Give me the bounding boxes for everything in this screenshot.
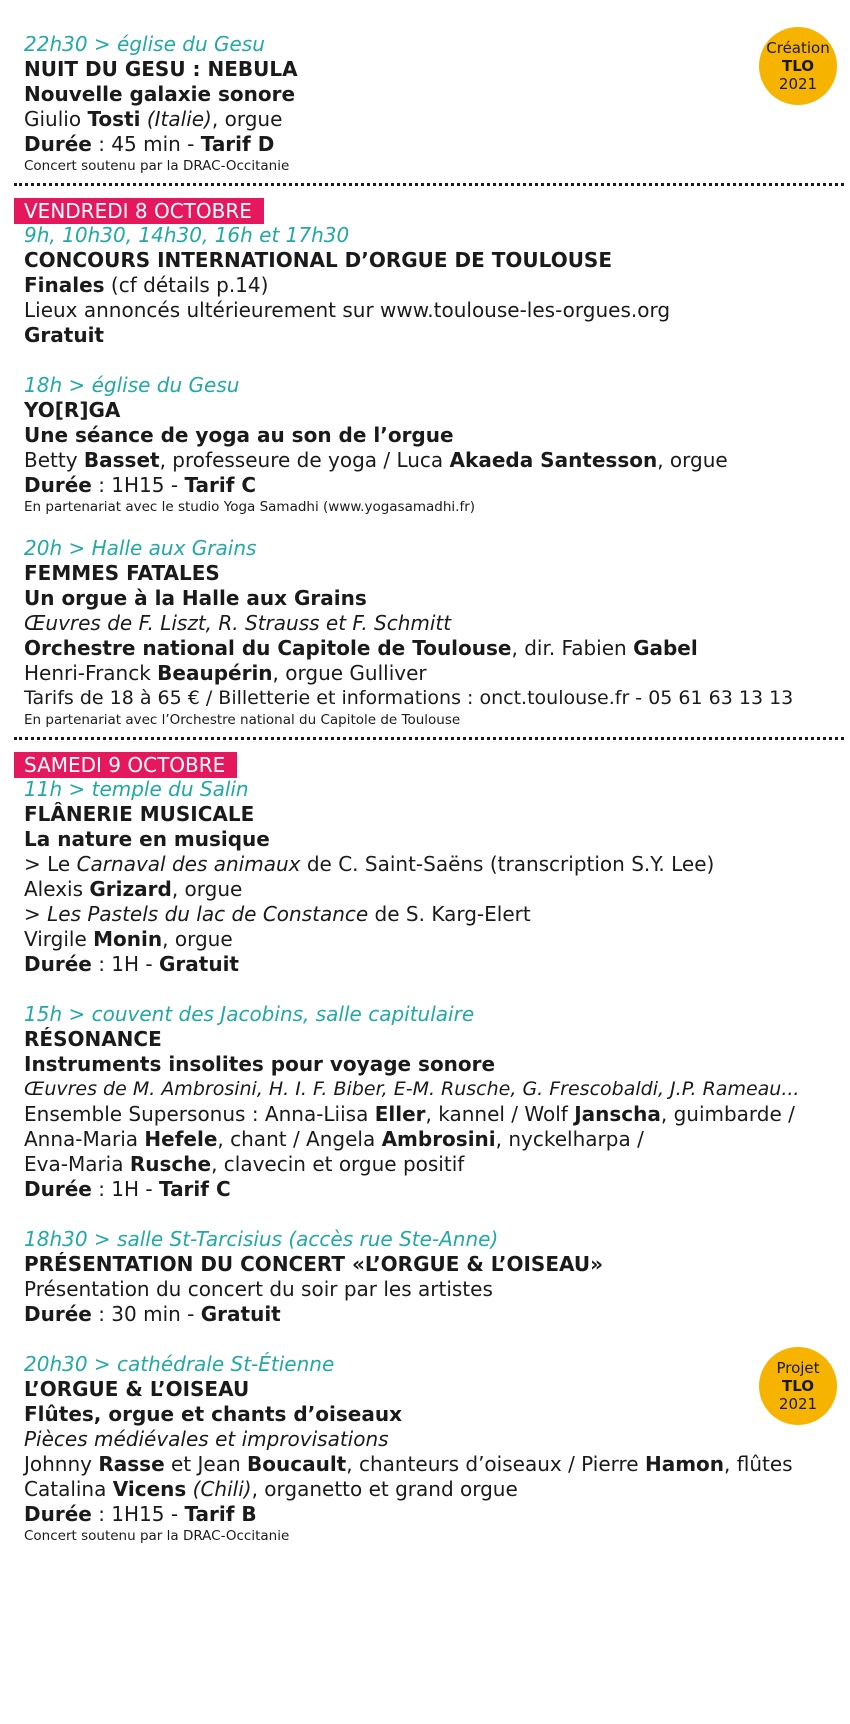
event-duration-price: Durée : 1H - Tarif C <box>24 1177 231 1201</box>
badge-line-2: TLO <box>781 1377 814 1395</box>
badge-line-1: Création <box>766 39 830 57</box>
event-title: FLÂNERIE MUSICALE <box>24 802 255 826</box>
event-duration-price: Durée : 1H15 - Tarif C <box>24 473 257 497</box>
event-performers-line-1: Johnny Rasse et Jean Boucault, chanteurs d’oiseaux / Pierre Hamon, flûtes <box>24 1452 793 1476</box>
event-subtitle: La nature en musique <box>24 827 270 851</box>
day-header-vendredi: VENDREDI 8 OCTOBRE <box>14 198 264 224</box>
event-femmes-fatales <box>24 536 834 729</box>
event-duration-price: Durée : 1H15 - Tarif B <box>24 1502 257 1526</box>
event-work-2: > Les Pastels du lac de Constance de S. Karg-Elert <box>24 902 531 926</box>
event-time-venue: 9h, 10h30, 14h30, 16h et 17h30 <box>24 223 350 247</box>
event-presentation <box>24 1227 834 1327</box>
event-subtitle: Un orgue à la Halle aux Grains <box>24 586 367 610</box>
event-time-venue: 15h > couvent des Jacobins, salle capitulaire <box>24 1002 475 1026</box>
event-tarifs: Tarifs de 18 à 65 € / Billetterie et informations : onct.toulouse.fr - 05 61 63 13 13 <box>24 687 794 709</box>
event-performers: Betty Basset, professeure de yoga / Luca Akaeda Santesson, orgue <box>24 448 728 472</box>
event-performers-line-1: Ensemble Supersonus : Anna-Liisa Eller, kannel / Wolf Janscha, guimbarde / <box>24 1102 795 1126</box>
event-title: RÉSONANCE <box>24 1027 162 1051</box>
event-title: CONCOURS INTERNATIONAL D’ORGUE DE TOULOUSE <box>24 248 612 272</box>
event-duration-price: Durée : 30 min - Gratuit <box>24 1302 281 1326</box>
event-works: Œuvres de F. Liszt, R. Strauss et F. Schmitt <box>24 611 452 635</box>
badge-line-3: 2021 <box>778 75 818 93</box>
badge-line-3: 2021 <box>778 1395 818 1413</box>
event-price: Gratuit <box>24 323 104 347</box>
event-note: En partenariat avec l’Orchestre national du Capitole de Toulouse <box>24 712 461 728</box>
event-works: Œuvres de M. Ambrosini, H. I. F. Biber, E-M. Rusche, G. Frescobaldi, J.P. Rameau... <box>24 1078 800 1100</box>
event-time-venue: 20h > Halle aux Grains <box>24 536 257 560</box>
dotted-separator <box>14 183 844 186</box>
event-orgue-oiseau <box>24 1352 834 1545</box>
event-time-venue: 18h30 > salle St-Tarcisius (accès rue Ste-Anne) <box>24 1227 499 1251</box>
event-subtitle: Une séance de yoga au son de l’orgue <box>24 423 454 447</box>
event-time-venue: 20h30 > cathédrale St-Étienne <box>24 1352 335 1376</box>
event-note: Concert soutenu par la DRAC-Occitanie <box>24 158 290 174</box>
event-subtitle: Flûtes, orgue et chants d’oiseaux <box>24 1402 402 1426</box>
badge-line-2: TLO <box>781 57 814 75</box>
event-time-venue: 18h > église du Gesu <box>24 373 240 397</box>
event-time-venue: 11h > temple du Salin <box>24 777 249 801</box>
event-performer-1: Alexis Grizard, orgue <box>24 877 243 901</box>
event-duration-price: Durée : 45 min - Tarif D <box>24 132 275 156</box>
event-flanerie-musicale <box>24 777 834 977</box>
event-lieux: Lieux annoncés ultérieurement sur www.toulouse-les-orgues.org <box>24 298 671 322</box>
event-description: Présentation du concert du soir par les artistes <box>24 1277 493 1301</box>
event-performers-line-2: Anna-Maria Hefele, chant / Angela Ambrosini, nyckelharpa / <box>24 1127 644 1151</box>
event-title: FEMMES FATALES <box>24 561 220 585</box>
event-finales: Finales (cf détails p.14) <box>24 273 269 297</box>
programme-page <box>24 32 834 1545</box>
event-nuit-du-gesu <box>24 32 834 175</box>
day-header-samedi: SAMEDI 9 OCTOBRE <box>14 752 237 778</box>
event-duration-price: Durée : 1H - Gratuit <box>24 952 239 976</box>
event-performers-line-3: Eva-Maria Rusche, clavecin et orgue positif <box>24 1152 465 1176</box>
event-performer-2: Virgile Monin, orgue <box>24 927 233 951</box>
dotted-separator <box>14 737 844 740</box>
event-subtitle: Nouvelle galaxie sonore <box>24 82 296 106</box>
event-title: L’ORGUE & L’OISEAU <box>24 1377 250 1401</box>
event-yorga <box>24 373 834 516</box>
event-concours <box>24 223 834 348</box>
event-title: NUIT DU GESU : NEBULA <box>24 57 298 81</box>
event-note: En partenariat avec le studio Yoga Samadhi (www.yogasamadhi.fr) <box>24 499 476 515</box>
event-works: Pièces médiévales et improvisations <box>24 1427 389 1451</box>
event-performer: Henri-Franck Beaupérin, orgue Gulliver <box>24 661 427 685</box>
event-title: PRÉSENTATION DU CONCERT «L’ORGUE & L’OISEAU» <box>24 1252 604 1276</box>
event-resonance <box>24 1002 834 1202</box>
badge-line-1: Projet <box>776 1359 820 1377</box>
event-time-venue: 22h30 > église du Gesu <box>24 32 265 56</box>
event-performer: Giulio Tosti (Italie), orgue <box>24 107 283 131</box>
event-subtitle: Instruments insolites pour voyage sonore <box>24 1052 496 1076</box>
event-work-1: > Le Carnaval des animaux de C. Saint-Saëns (transcription S.Y. Lee) <box>24 852 715 876</box>
event-performers-line-2: Catalina Vicens (Chili), organetto et grand orgue <box>24 1477 518 1501</box>
event-orchestra: Orchestre national du Capitole de Toulouse, dir. Fabien Gabel <box>24 636 698 660</box>
event-note: Concert soutenu par la DRAC-Occitanie <box>24 1528 290 1544</box>
event-title: YO[R]GA <box>24 398 121 422</box>
